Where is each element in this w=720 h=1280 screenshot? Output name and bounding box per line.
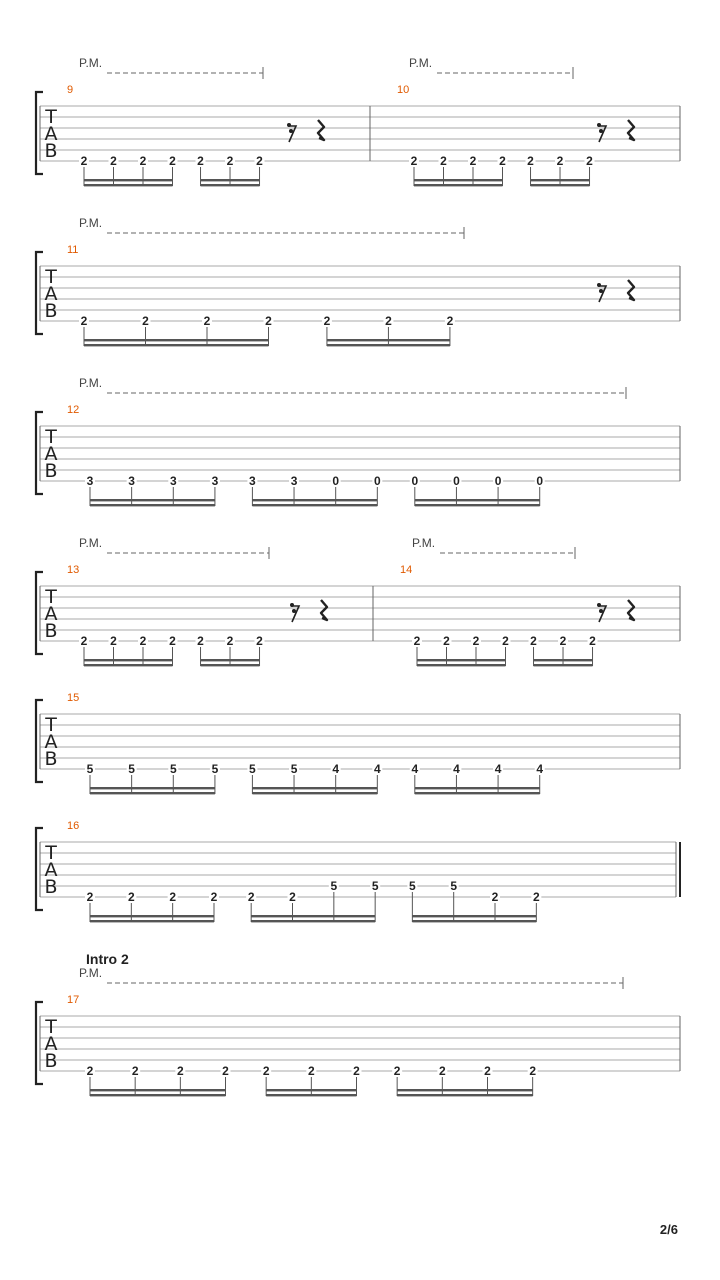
palm-mute-label: P.M. [409, 56, 433, 70]
beam-group [409, 154, 508, 186]
fret-number: 2 [203, 314, 211, 328]
fret-number: 2 [197, 154, 204, 168]
fret-number: 4 [411, 762, 419, 776]
tab-clef-letter: B [44, 748, 58, 770]
tab-clef-letter: B [44, 460, 58, 482]
fret-number: 2 [440, 154, 447, 168]
beam [266, 1089, 356, 1091]
beam-group [196, 634, 265, 666]
beam [84, 344, 269, 346]
beam [417, 664, 506, 666]
fret-number: 2 [589, 634, 596, 648]
fret-number: 2 [131, 1064, 139, 1078]
fret-number: 2 [256, 154, 263, 168]
fret-number: 2 [247, 890, 255, 904]
beam [252, 504, 377, 506]
tab-clef-letter: T [45, 1016, 57, 1038]
fret-number: 2 [527, 154, 534, 168]
fret-number: 2 [169, 890, 176, 904]
beam [251, 920, 375, 922]
fret-number: 5 [86, 762, 94, 776]
beam-group [392, 1064, 538, 1096]
beam-group [79, 634, 178, 666]
beam [531, 184, 590, 186]
beam-group [529, 634, 598, 666]
fret-number: 2 [86, 1064, 94, 1078]
beam [90, 504, 215, 506]
fret-number: 2 [80, 314, 88, 328]
measure-13 [67, 536, 373, 666]
beam [84, 339, 269, 341]
beam [534, 659, 593, 661]
beam [414, 184, 503, 186]
staff-system-1 [36, 56, 680, 186]
staff-system-2 [36, 216, 680, 346]
measure-number: 11 [67, 244, 79, 256]
beam-group [85, 762, 220, 794]
tab-clef-letter: B [44, 876, 58, 898]
fret-number: 2 [529, 1064, 537, 1078]
measure-number: 10 [397, 84, 410, 96]
fret-number: 2 [139, 154, 147, 168]
fret-number: 2 [586, 154, 593, 168]
beam-group [410, 762, 545, 794]
fret-number: 2 [559, 634, 567, 648]
tab-clef-letter: B [44, 140, 58, 162]
beam-group [196, 154, 265, 186]
fret-number: 5 [290, 762, 298, 776]
beam [412, 915, 536, 917]
fret-number: 2 [197, 634, 204, 648]
fret-number: 4 [453, 762, 460, 776]
fret-number: 2 [410, 154, 418, 168]
fret-number: 2 [176, 1064, 184, 1078]
tab-clef-letter: A [44, 731, 58, 753]
fret-number: 2 [169, 154, 176, 168]
fret-number: 2 [262, 1064, 270, 1078]
fret-number: 2 [413, 634, 421, 648]
beam [90, 920, 214, 922]
beam [201, 664, 260, 666]
measure-10 [397, 56, 680, 186]
palm-mute-label: P.M. [79, 536, 103, 550]
beam-group [85, 474, 220, 506]
fret-number: 2 [86, 890, 94, 904]
tab-clef-letter: A [44, 859, 58, 881]
fret-number: 3 [211, 474, 219, 488]
fret-number: 0 [494, 474, 502, 488]
tab-clef-letter: A [44, 123, 58, 145]
beam [412, 920, 536, 922]
fret-number: 3 [290, 474, 298, 488]
fret-number: 2 [472, 634, 480, 648]
quarter-rest-icon [628, 600, 634, 620]
beam-group [79, 154, 178, 186]
quarter-rest-icon [628, 280, 634, 300]
page-number: 2/6 [659, 1222, 678, 1237]
beam-group [410, 474, 545, 506]
fret-number: 5 [211, 762, 219, 776]
fret-number: 5 [169, 762, 177, 776]
beam [415, 504, 540, 506]
tab-clef-letter: B [44, 300, 58, 322]
measure-15 [67, 692, 680, 794]
fret-number: 2 [469, 154, 477, 168]
measure-number: 13 [67, 564, 80, 576]
staff-system-5 [36, 692, 680, 794]
staff-system-3 [36, 376, 680, 506]
staff-system-7 [36, 966, 680, 1096]
beam [252, 787, 377, 789]
tab-clef-letter: T [45, 106, 57, 128]
fret-number: 5 [249, 762, 256, 776]
fret-number: 5 [128, 762, 135, 776]
tab-clef-letter: A [44, 1033, 58, 1055]
fret-number: 2 [443, 634, 450, 648]
fret-number: 2 [499, 154, 506, 168]
beam [201, 659, 260, 661]
tab-clef-letter: A [44, 283, 58, 305]
fret-number: 5 [450, 879, 458, 893]
beam-group [247, 474, 382, 506]
fret-number: 2 [226, 634, 234, 648]
fret-number: 2 [222, 1064, 229, 1078]
beam [90, 1094, 226, 1096]
measure-number: 16 [67, 820, 80, 832]
fret-number: 2 [169, 634, 176, 648]
rest-dot [597, 283, 601, 287]
tab-clef-letter: T [45, 714, 57, 736]
rest-dot [597, 123, 601, 127]
fret-number: 2 [139, 634, 147, 648]
beam [84, 664, 173, 666]
fret-number: 3 [128, 474, 135, 488]
measure-number: 15 [67, 692, 80, 704]
measure-number: 12 [67, 404, 80, 416]
fret-number: 2 [484, 1064, 491, 1078]
tab-clef-letter: T [45, 426, 57, 448]
rest-dot [599, 609, 603, 613]
beam-group [412, 634, 511, 666]
tab-clef-letter: B [44, 620, 58, 642]
fret-number: 0 [373, 474, 381, 488]
fret-number: 2 [438, 1064, 446, 1078]
beam [90, 792, 215, 794]
measure-16 [67, 820, 680, 922]
fret-number: 2 [80, 634, 88, 648]
fret-number: 3 [249, 474, 256, 488]
measure-number: 14 [400, 564, 413, 576]
beam-group [85, 890, 219, 922]
fret-number: 4 [494, 762, 502, 776]
beam [397, 1089, 533, 1091]
beam [415, 499, 540, 501]
fret-number: 2 [142, 314, 149, 328]
palm-mute-label: P.M. [79, 376, 103, 390]
beam-group [85, 1064, 231, 1096]
fret-number: 2 [226, 154, 234, 168]
palm-mute-label: P.M. [79, 56, 103, 70]
fret-number: 0 [411, 474, 419, 488]
quarter-rest-icon [321, 600, 327, 620]
beam [327, 339, 450, 341]
fret-number: 2 [353, 1064, 360, 1078]
beam [417, 659, 506, 661]
section-marker: Intro 2 [86, 951, 129, 967]
measure-17 [67, 966, 680, 1096]
staff-system-4 [36, 536, 680, 666]
fret-number: 3 [169, 474, 177, 488]
fret-number: 5 [330, 879, 338, 893]
fret-number: 2 [307, 1064, 315, 1078]
beam [415, 792, 540, 794]
rest-dot [599, 289, 603, 293]
beam [84, 659, 173, 661]
fret-number: 0 [453, 474, 460, 488]
beam [252, 499, 377, 501]
tab-clef-letter: A [44, 603, 58, 625]
palm-mute-label: P.M. [79, 216, 103, 230]
fret-number: 2 [393, 1064, 401, 1078]
tab-clef-letter: T [45, 586, 57, 608]
beam-group [79, 314, 274, 346]
tab-clef-letter: T [45, 266, 57, 288]
measure-12 [67, 376, 680, 506]
tab-clef-letter: T [45, 842, 57, 864]
fret-number: 2 [80, 154, 88, 168]
fret-number: 2 [530, 634, 537, 648]
quarter-rest-icon [628, 120, 634, 140]
beam [414, 179, 503, 181]
beam [201, 179, 260, 181]
rest-dot [292, 609, 296, 613]
beam [90, 787, 215, 789]
beam [84, 179, 173, 181]
fret-number: 2 [556, 154, 564, 168]
measure-number: 9 [67, 84, 74, 96]
measure-number: 17 [67, 994, 80, 1006]
beam [534, 664, 593, 666]
beam [415, 787, 540, 789]
fret-number: 5 [409, 879, 416, 893]
fret-number: 4 [536, 762, 544, 776]
fret-number: 2 [491, 890, 499, 904]
beam-group [247, 762, 382, 794]
beam [252, 792, 377, 794]
beam [266, 1094, 356, 1096]
fret-number: 2 [265, 314, 272, 328]
fret-number: 2 [210, 890, 218, 904]
staff-system-6 [36, 820, 680, 922]
fret-number: 2 [256, 634, 263, 648]
fret-number: 2 [533, 890, 540, 904]
fret-number: 2 [446, 314, 454, 328]
rest-dot [290, 603, 294, 607]
beam [201, 184, 260, 186]
beam [397, 1094, 533, 1096]
fret-number: 2 [110, 154, 117, 168]
beam-group [261, 1064, 361, 1096]
fret-number: 2 [110, 634, 117, 648]
measure-14 [400, 536, 680, 666]
rest-dot [599, 129, 603, 133]
fret-number: 4 [373, 762, 381, 776]
beam-group [322, 314, 455, 346]
beam [251, 915, 375, 917]
beam [531, 179, 590, 181]
fret-number: 2 [502, 634, 509, 648]
palm-mute-label: P.M. [412, 536, 436, 550]
fret-number: 2 [127, 890, 135, 904]
fret-number: 2 [323, 314, 331, 328]
fret-number: 5 [371, 879, 379, 893]
measure-11 [67, 216, 680, 346]
palm-mute-label: P.M. [79, 966, 103, 980]
fret-number: 0 [332, 474, 340, 488]
rest-dot [597, 603, 601, 607]
fret-number: 3 [86, 474, 94, 488]
quarter-rest-icon [318, 120, 324, 140]
fret-number: 4 [332, 762, 340, 776]
rest-dot [289, 129, 293, 133]
fret-number: 2 [289, 890, 296, 904]
beam [327, 344, 450, 346]
beam [90, 1089, 226, 1091]
beam-group [526, 154, 595, 186]
measure-9 [67, 56, 370, 186]
beam [84, 184, 173, 186]
rest-dot [287, 123, 291, 127]
tab-clef-letter: A [44, 443, 58, 465]
tab-clef-letter: B [44, 1050, 58, 1072]
beam [90, 499, 215, 501]
fret-number: 0 [536, 474, 544, 488]
beam [90, 915, 214, 917]
fret-number: 2 [385, 314, 392, 328]
